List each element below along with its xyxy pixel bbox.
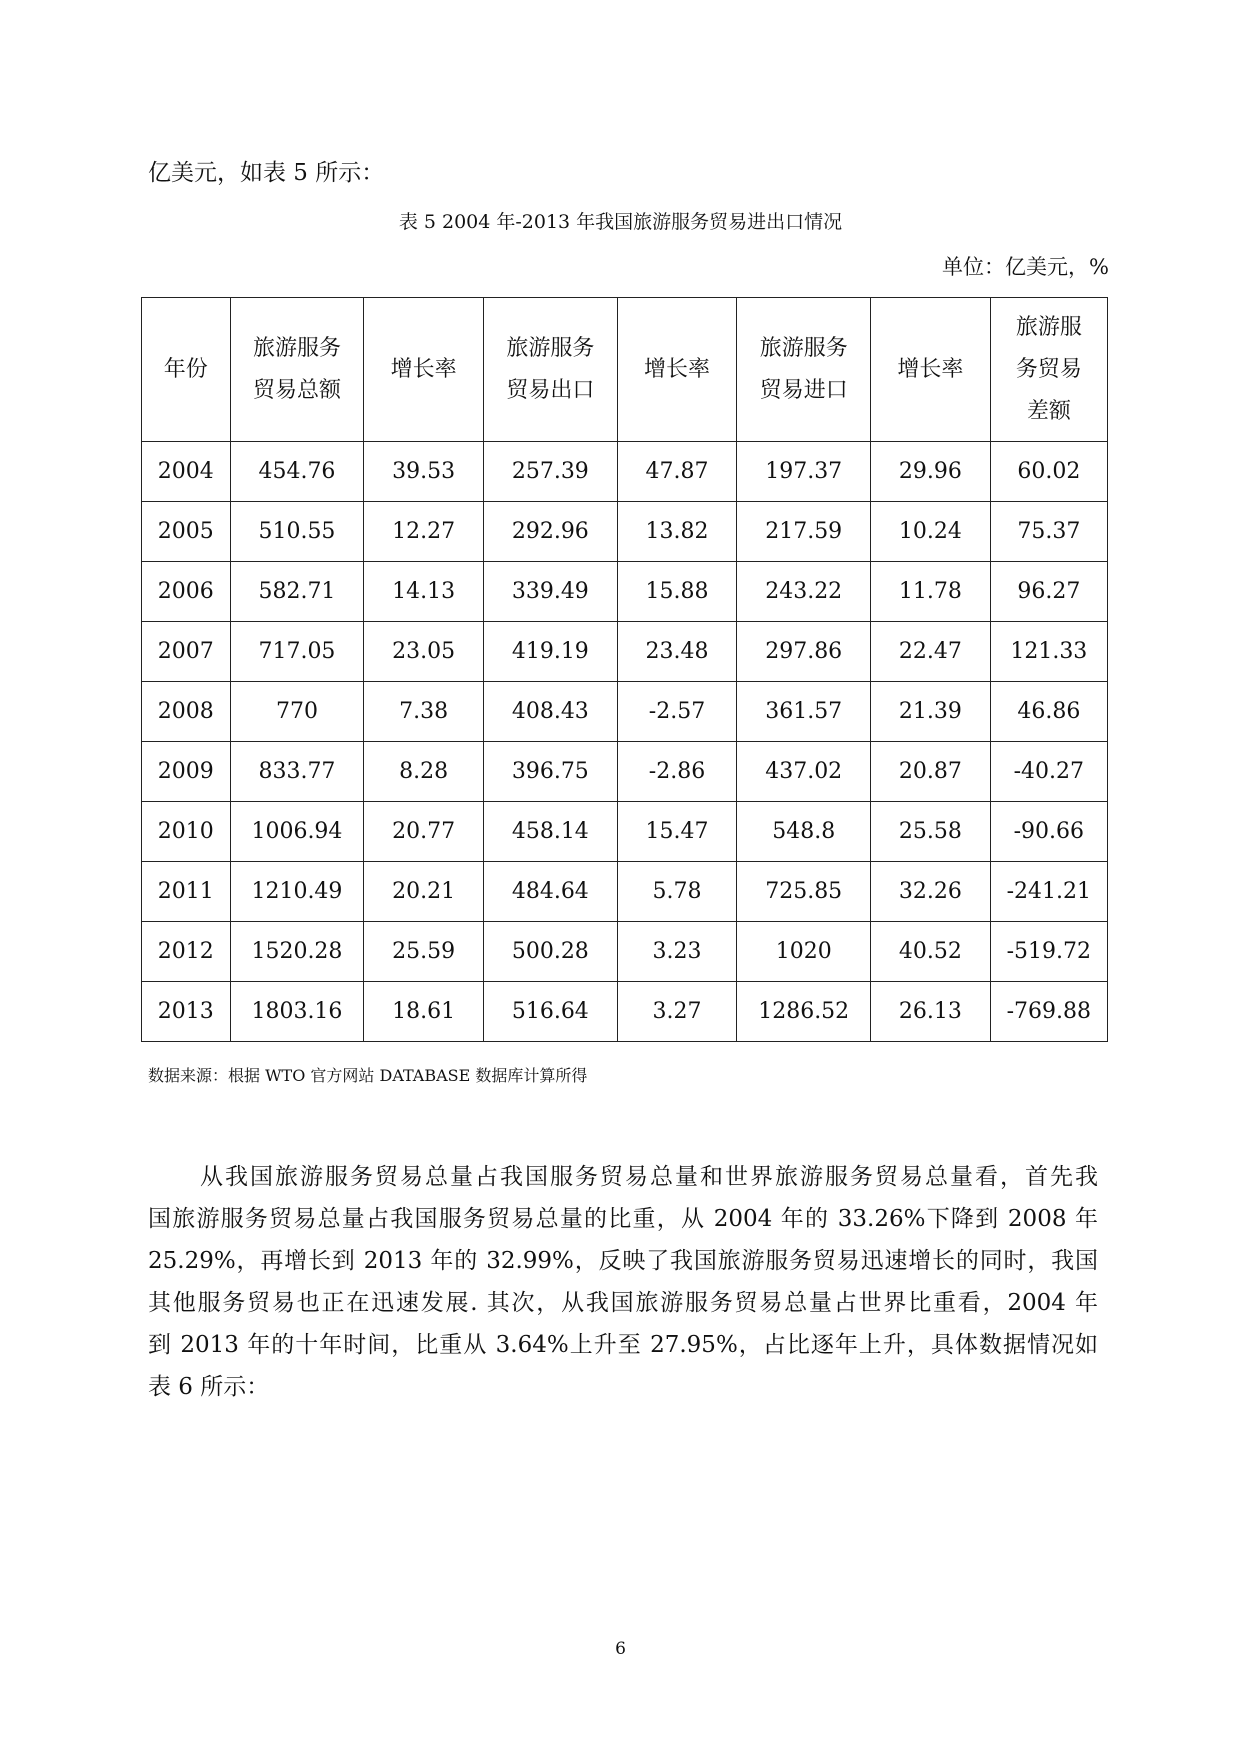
cell-export: 500.28 [483, 922, 617, 982]
table-row [142, 502, 1108, 562]
cell-export-growth: 3.27 [617, 982, 737, 1042]
header-total-growth [364, 298, 484, 442]
cell-export-growth: 15.47 [617, 802, 737, 862]
cell-export: 458.14 [483, 802, 617, 862]
cell-export-growth: 47.87 [617, 442, 737, 502]
cell-import: 725.85 [737, 862, 871, 922]
table-row [142, 802, 1108, 862]
cell-year: 2010 [142, 802, 231, 862]
table-header-row [142, 298, 1108, 442]
cell-export-growth: 3.23 [617, 922, 737, 982]
cell-import: 1020 [737, 922, 871, 982]
cell-balance: 46.86 [990, 682, 1107, 742]
data-source-note: 数据来源：根据 WTO 官方网站 DATABASE 数据库计算所得 [148, 1066, 588, 1085]
paragraph-line: 从我国旅游服务贸易总量占我国服务贸易总量和世界旅游服务贸易总量看，首先我 [200, 1164, 1098, 1190]
cell-year: 2004 [142, 442, 231, 502]
cell-balance: -519.72 [990, 922, 1107, 982]
table-row [142, 742, 1108, 802]
cell-balance: -769.88 [990, 982, 1107, 1042]
cell-balance: -241.21 [990, 862, 1107, 922]
header-balance-line: 旅游服 [1015, 314, 1082, 340]
cell-import-growth: 11.78 [871, 562, 991, 622]
paragraph-line: 国旅游服务贸易总量占我国服务贸易总量的比重，从 2004 年的 33.26%下降到 2008 年 [148, 1206, 1098, 1232]
cell-balance: 121.33 [990, 622, 1107, 682]
table-row [142, 562, 1108, 622]
header-balance-line: 差额 [1026, 398, 1071, 424]
table-row [142, 982, 1108, 1042]
cell-import: 361.57 [737, 682, 871, 742]
header-import-line: 旅游服务 [759, 335, 848, 361]
cell-export-growth: 5.78 [617, 862, 737, 922]
cell-import-growth: 20.87 [871, 742, 991, 802]
cell-total-growth: 8.28 [364, 742, 484, 802]
cell-balance: 75.37 [990, 502, 1107, 562]
header-year-line: 年份 [163, 356, 208, 382]
cell-year: 2013 [142, 982, 231, 1042]
cell-import-growth: 40.52 [871, 922, 991, 982]
cell-import: 197.37 [737, 442, 871, 502]
cell-total-growth: 7.38 [364, 682, 484, 742]
cell-total-growth: 20.77 [364, 802, 484, 862]
cell-export: 339.49 [483, 562, 617, 622]
cell-import: 297.86 [737, 622, 871, 682]
cell-year: 2008 [142, 682, 231, 742]
header-balance [990, 298, 1107, 442]
cell-total-growth: 12.27 [364, 502, 484, 562]
intro-line: 亿美元，如表 5 所示： [148, 160, 385, 186]
cell-total: 717.05 [230, 622, 364, 682]
cell-total: 770 [230, 682, 364, 742]
header-export-growth-line: 增长率 [644, 356, 711, 382]
header-import [737, 298, 871, 442]
cell-balance: -90.66 [990, 802, 1107, 862]
cell-year: 2007 [142, 622, 231, 682]
cell-total-growth: 25.59 [364, 922, 484, 982]
header-import-line: 贸易进口 [759, 377, 848, 403]
table-caption: 表 5 2004 年-2013 年我国旅游服务贸易进出口情况 [398, 211, 843, 233]
cell-total-growth: 39.53 [364, 442, 484, 502]
cell-balance: 96.27 [990, 562, 1107, 622]
table-row [142, 862, 1108, 922]
cell-balance: 60.02 [990, 442, 1107, 502]
cell-export-growth: 23.48 [617, 622, 737, 682]
cell-total-growth: 18.61 [364, 982, 484, 1042]
cell-balance: -40.27 [990, 742, 1107, 802]
cell-total: 833.77 [230, 742, 364, 802]
cell-export: 516.64 [483, 982, 617, 1042]
trade-table [141, 297, 1108, 1042]
paragraph-line: 到 2013 年的十年时间，比重从 3.64%上升至 27.95%，占比逐年上升，具体数据情况如 [148, 1332, 1098, 1358]
cell-total: 510.55 [230, 502, 364, 562]
header-year [142, 298, 231, 442]
cell-total: 582.71 [230, 562, 364, 622]
paragraph-line: 25.29%，再增长到 2013 年的 32.99%，反映了我国旅游服务贸易迅速增长的同时，我国 [148, 1248, 1098, 1274]
table-row [142, 622, 1108, 682]
header-total-line: 旅游服务 [252, 335, 341, 361]
cell-year: 2011 [142, 862, 231, 922]
header-export-line: 贸易出口 [506, 377, 595, 403]
cell-import: 1286.52 [737, 982, 871, 1042]
page-number: 6 [615, 1639, 626, 1659]
paragraph-line: 其他服务贸易也正在迅速发展. 其次，从我国旅游服务贸易总量占世界比重看，2004 年 [148, 1290, 1098, 1316]
cell-total: 454.76 [230, 442, 364, 502]
cell-import-growth: 25.58 [871, 802, 991, 862]
cell-total-growth: 20.21 [364, 862, 484, 922]
cell-export: 408.43 [483, 682, 617, 742]
cell-total: 1803.16 [230, 982, 364, 1042]
cell-total-growth: 23.05 [364, 622, 484, 682]
cell-export-growth: -2.57 [617, 682, 737, 742]
cell-import: 548.8 [737, 802, 871, 862]
header-import-growth-line: 增长率 [897, 356, 964, 382]
header-export-line: 旅游服务 [506, 335, 595, 361]
header-total [230, 298, 364, 442]
header-total-line: 贸易总额 [252, 377, 341, 403]
cell-import-growth: 21.39 [871, 682, 991, 742]
paragraph-line: 表 6 所示： [148, 1374, 270, 1400]
body-paragraph [148, 1156, 1098, 1408]
cell-year: 2009 [142, 742, 231, 802]
cell-export-growth: 15.88 [617, 562, 737, 622]
cell-export: 257.39 [483, 442, 617, 502]
cell-year: 2012 [142, 922, 231, 982]
table-unit-note: 单位：亿美元，% [942, 255, 1109, 279]
cell-total: 1006.94 [230, 802, 364, 862]
cell-export: 292.96 [483, 502, 617, 562]
cell-import-growth: 10.24 [871, 502, 991, 562]
table-row [142, 682, 1108, 742]
cell-export: 396.75 [483, 742, 617, 802]
header-export [483, 298, 617, 442]
header-export-growth [617, 298, 737, 442]
table-row [142, 442, 1108, 502]
cell-import: 217.59 [737, 502, 871, 562]
header-import-growth [871, 298, 991, 442]
cell-import-growth: 22.47 [871, 622, 991, 682]
cell-import-growth: 29.96 [871, 442, 991, 502]
cell-export-growth: 13.82 [617, 502, 737, 562]
cell-year: 2005 [142, 502, 231, 562]
cell-import: 243.22 [737, 562, 871, 622]
cell-export-growth: -2.86 [617, 742, 737, 802]
cell-export: 484.64 [483, 862, 617, 922]
cell-export: 419.19 [483, 622, 617, 682]
cell-total: 1520.28 [230, 922, 364, 982]
header-balance-line: 务贸易 [1015, 356, 1082, 382]
cell-import-growth: 32.26 [871, 862, 991, 922]
table-row [142, 922, 1108, 982]
cell-import-growth: 26.13 [871, 982, 991, 1042]
cell-import: 437.02 [737, 742, 871, 802]
cell-total-growth: 14.13 [364, 562, 484, 622]
header-total-growth-line: 增长率 [390, 356, 457, 382]
cell-total: 1210.49 [230, 862, 364, 922]
table-body [142, 442, 1108, 1042]
cell-year: 2006 [142, 562, 231, 622]
